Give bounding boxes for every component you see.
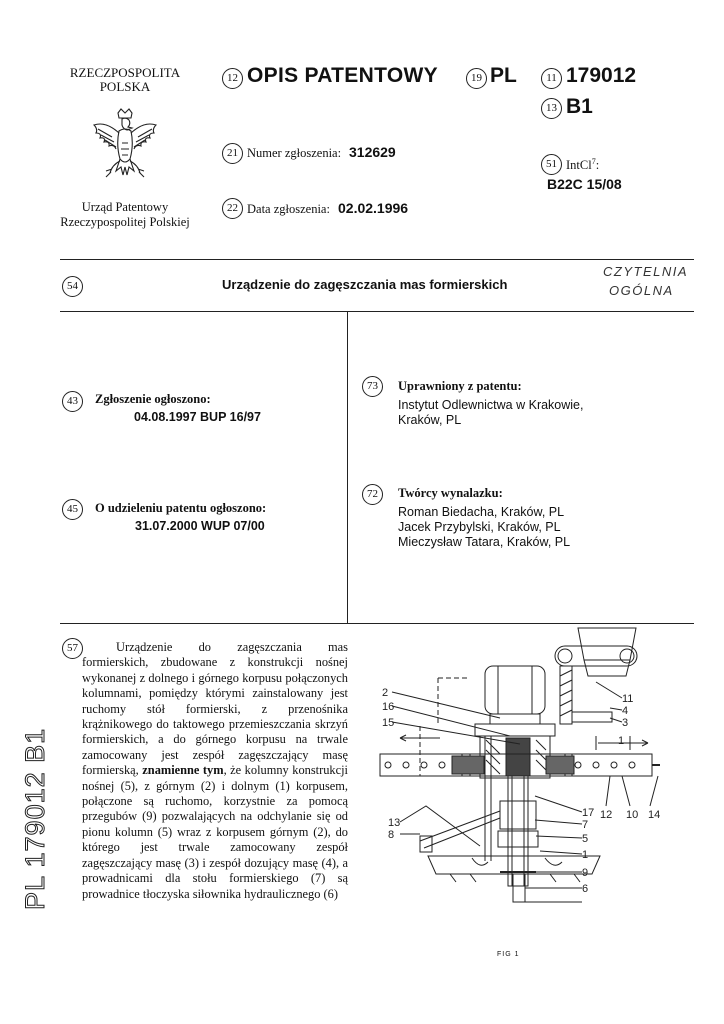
- abstract-emphasis: znamienne tym: [142, 763, 224, 778]
- abstract-part2: , że kolumny konstrukcji nośnej (5), z górnym (2) i dolnym (1) korpusem, połączone są ruchomo, korzystnie za pomocą przegubów (9) pozwalających na odchylanie się od pionu kolumn (5) wraz z korpusem górnym (2), do którego jest trwale zamocowany zespół zagęszczający masę (3) i zespół dozujący masę (4), a prowadnicami dla stołu formierskiego (7) są prowadnice tłoczyska siłownika hydraulicznego (6): [82, 763, 348, 901]
- code-72: 72: [362, 484, 383, 505]
- office-line2: Rzeczypospolitej Polskiej: [60, 214, 190, 229]
- intcl-value: B22C 15/08: [547, 176, 622, 192]
- code-54: 54: [62, 276, 83, 297]
- inventor-3: Mieczysław Tatara, Kraków, PL: [398, 535, 571, 549]
- fig-label-16: 16: [382, 701, 395, 713]
- code-21: 21: [222, 143, 243, 164]
- filing-label: Data zgłoszenia:: [247, 202, 330, 216]
- fig-label-6: 6: [582, 883, 589, 895]
- publication-label: Zgłoszenie ogłoszono:: [95, 392, 211, 406]
- stamp-line2: OGÓLNA: [609, 283, 674, 298]
- owner-line1: Instytut Odlewnictwa w Krakowie,: [398, 398, 584, 412]
- fig-label-7: 7: [582, 819, 589, 831]
- divider-top: [60, 259, 694, 260]
- code-51: 51: [541, 154, 562, 175]
- fig-label-15: 15: [382, 717, 395, 729]
- application-number: 312629: [349, 144, 396, 160]
- side-patent-label: PL 179012 B1: [20, 727, 50, 910]
- patent-office-name: [40, 200, 210, 229]
- fig-label-1a: 1: [618, 735, 625, 747]
- divider-bottom: [60, 623, 694, 624]
- divider-title: [60, 311, 694, 312]
- library-stamp: [603, 262, 688, 300]
- patent-number: 179012: [566, 64, 637, 87]
- inventor-1: Roman Biedacha, Kraków, PL: [398, 505, 565, 519]
- fig-label-9: 9: [582, 867, 589, 879]
- fig-label-12: 12: [600, 809, 613, 821]
- country-line2: POLSKA: [99, 79, 151, 94]
- code-11: 11: [541, 68, 562, 89]
- code-57: 57: [62, 638, 83, 659]
- code-13: 13: [541, 98, 562, 119]
- fig-label-14: 14: [648, 809, 661, 821]
- code-73: 73: [362, 376, 383, 397]
- code-12: 12: [222, 68, 243, 89]
- inventor-2: Jacek Przybylski, Kraków, PL: [398, 520, 561, 534]
- owner-label: Uprawniony z patentu:: [398, 379, 522, 393]
- inventors-label: Twórcy wynalazku:: [398, 486, 503, 500]
- filing-date: 02.02.1996: [338, 200, 409, 216]
- country-name: [60, 66, 190, 94]
- abstract-text: [82, 640, 348, 902]
- code-45: 45: [62, 499, 83, 520]
- fig-label-11: 11: [622, 693, 634, 705]
- grant-value: 31.07.2000 WUP 07/00: [135, 519, 265, 533]
- intcl-sup: 7: [591, 157, 596, 166]
- stamp-line1: CZYTELNIA: [603, 264, 689, 279]
- kind-code: B1: [566, 95, 593, 118]
- figure-caption: FIG 1: [497, 951, 520, 958]
- technical-drawing: [360, 626, 690, 956]
- fig-label-5: 5: [582, 833, 589, 845]
- country-code: PL: [490, 64, 517, 87]
- fig-label-4: 4: [622, 705, 629, 717]
- abstract-part1: Urządzenie do zagęszczania mas formierskich, zbudowane z konstrukcji nośnej wykonanej z dolnego i górnego korpusu połączonych kolumnami, pomiędzy którymi zainstalowany jest ruchomy stół formierski, z przenośnika krążnikowego do taktowego przemieszczania skrzyń formierskich, a do górnego korpusu na trwale zamocowany jest zespół zagęszczający masę formierską,: [82, 640, 348, 778]
- intcl-colon: :: [595, 158, 600, 173]
- fig-label-2: 2: [382, 687, 389, 699]
- code-22: 22: [222, 198, 243, 219]
- fig-label-3: 3: [622, 717, 629, 729]
- patent-title: Urządzenie do zagęszczania mas formierskich: [222, 277, 508, 292]
- application-label: Numer zgłoszenia:: [247, 146, 342, 160]
- grant-label: O udzieleniu patentu ogłoszono:: [95, 501, 267, 515]
- document-type: OPIS PATENTOWY: [247, 64, 438, 87]
- country-line1: RZECZPOSPOLITA: [69, 65, 181, 80]
- fig-label-13: 13: [388, 817, 401, 829]
- office-line1: Urząd Patentowy: [81, 200, 169, 214]
- fig-label-10: 10: [626, 809, 639, 821]
- fig-label-17: 17: [582, 807, 595, 819]
- divider-vertical: [347, 311, 348, 623]
- code-43: 43: [62, 391, 83, 412]
- fig-label-8: 8: [388, 829, 395, 841]
- intcl-label: [566, 157, 599, 173]
- publication-value: 04.08.1997 BUP 16/97: [134, 410, 261, 424]
- eagle-emblem-icon: [86, 107, 164, 191]
- fig-label-1b: 1: [582, 849, 589, 861]
- code-19: 19: [466, 68, 487, 89]
- intcl-text: IntCl: [566, 158, 592, 173]
- owner-line2: Kraków, PL: [398, 413, 462, 427]
